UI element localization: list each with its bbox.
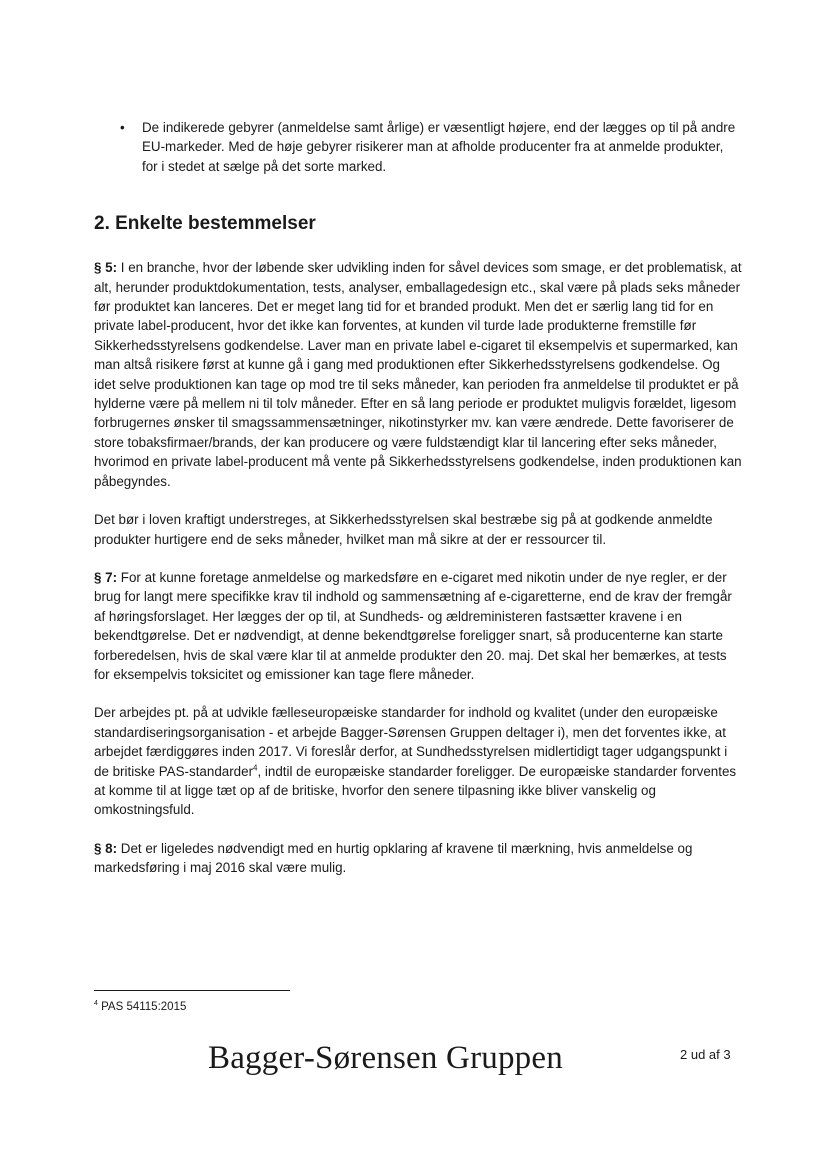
paragraph-standards: [94, 703, 742, 819]
paragraph-text: , indtil de europæiske standarder foreligger. De europæiske standarder forventes at komme til at ligge tæt op af de britiske, hvorfor den senere tilpasning ikke bliver vanskelig og omkostningsfuld.: [94, 763, 737, 818]
section-heading: 2. Enkelte bestemmelser: [94, 213, 316, 235]
page-number: 2 ud af 3: [680, 1047, 731, 1062]
footnote: [94, 999, 186, 1015]
company-logo-text: Bagger-Sørensen Gruppen: [208, 1040, 563, 1076]
paragraph-section-5: [94, 258, 742, 491]
footnote-number: 4: [94, 1000, 98, 1008]
section-label: § 7:: [94, 569, 118, 585]
paragraph-emphasis: Det bør i loven kraftigt understreges, at Sikkerhedsstyrelsen skal bestræbe sig på at godkende anmeldte produkter hurtigere end de seks måneder, hvilket man må sikre at der er ressourcer til.: [94, 512, 713, 547]
paragraph-section-8: [94, 839, 742, 878]
section-label: § 8:: [94, 840, 118, 856]
paragraph-text: Det er ligeledes nødvendigt med en hurtig opklaring af kravene til mærkning, hvis anmeldelse og markedsføring i maj 2016 skal være mulig.: [94, 840, 693, 876]
section-label: § 5:: [94, 260, 118, 276]
footnote-divider: [94, 990, 290, 991]
paragraph-text: Der arbejdes pt. på at udvikle fælleseuropæiske standarder for indhold og kvalitet (under den europæiske standardiseringsorganisation - et arbejde Bagger-Sørensen Gruppen deltager i), men det forventes ikke, at arbejdet færdiggøres inden 2017. Vi foreslår derfor, at Sundhedsstyrelsen midlertidigt tager udgangspunkt i de britiske PAS-standarder: [94, 705, 728, 779]
document-body: [94, 118, 742, 897]
bullet-item: [120, 118, 742, 176]
footnote-reference: 4: [253, 763, 258, 773]
paragraph-text: For at kunne foretage anmeldelse og markedsføre en e-cigaret med nikotin under de nye regler, er der brug for langt mere specifikke krav til indhold og sammensætning af e-cigaretterne, end de krav der fremgår af høringsforslaget. Her lægges der op til, at Sundheds- og ældreministeren fastsætter kravene i en bekendtgørelse. Det er nødvendigt, at denne bekendtgørelse foreligger snart, så producenterne kan starte forberedelsen, hvis de skal være klar til at anmelde produkter den 20. maj. Det skal her bemærkes, at tests for eksempelvis toksicitet og emissioner kan tage flere måneder.: [94, 569, 732, 682]
footnote-text: PAS 54115:2015: [97, 1001, 187, 1013]
bullet-text: De indikerede gebyrer (anmeldelse samt årlige) er væsentligt højere, end der lægges op til på andre EU-markeder. Med de høje gebyrer risikerer man at afholde producenter fra at anmelde produkter, for i stedet at sælge på det sorte marked.: [142, 120, 736, 174]
bullet-marker: •: [120, 120, 125, 135]
paragraph-text: I en branche, hvor der løbende sker udvikling inden for såvel devices som smage, er det problematisk, at alt, herunder produktdokumentation, tests, analyser, emballagedesign etc., skal være på plads seks måneder før produktet kan lanceres. Det er meget lang tid for et branded produkt. Men det er særlig lang tid for en private label-producent, hvor det ikke kan forventes, at kunden vil turde lade produkterne fremstille før Sikkerhedsstyrelsens godkendelse. Laver man en private label e-cigaret til eksempelvis et supermarked, kan man altså risikere først at kunne gå i gang med produktionen efter Sikkerhedsstyrelsens godkendelse. Og idet selve produktionen kan tage op mod tre til seks måneder, kan perioden fra anmeldelse til produktet er på hylderne være på mellem ni til tolv måneder. Efter en så lang periode er produktet muligvis forældet, ligesom forbrugernes ønsker til smagssammensætninger, nikotinstyrker mv. kan være ændrede. Dette favoriserer de store tobaksfirmaer/brands, der kan producere og være fuldstændigt klar til lancering efter seks måneder, hvorimod en private label-producent må vente på Sikkerhedsstyrelsens godkendelse, inden produktionen kan påbegyndes.: [94, 260, 742, 489]
paragraph-section-7: [94, 568, 742, 684]
